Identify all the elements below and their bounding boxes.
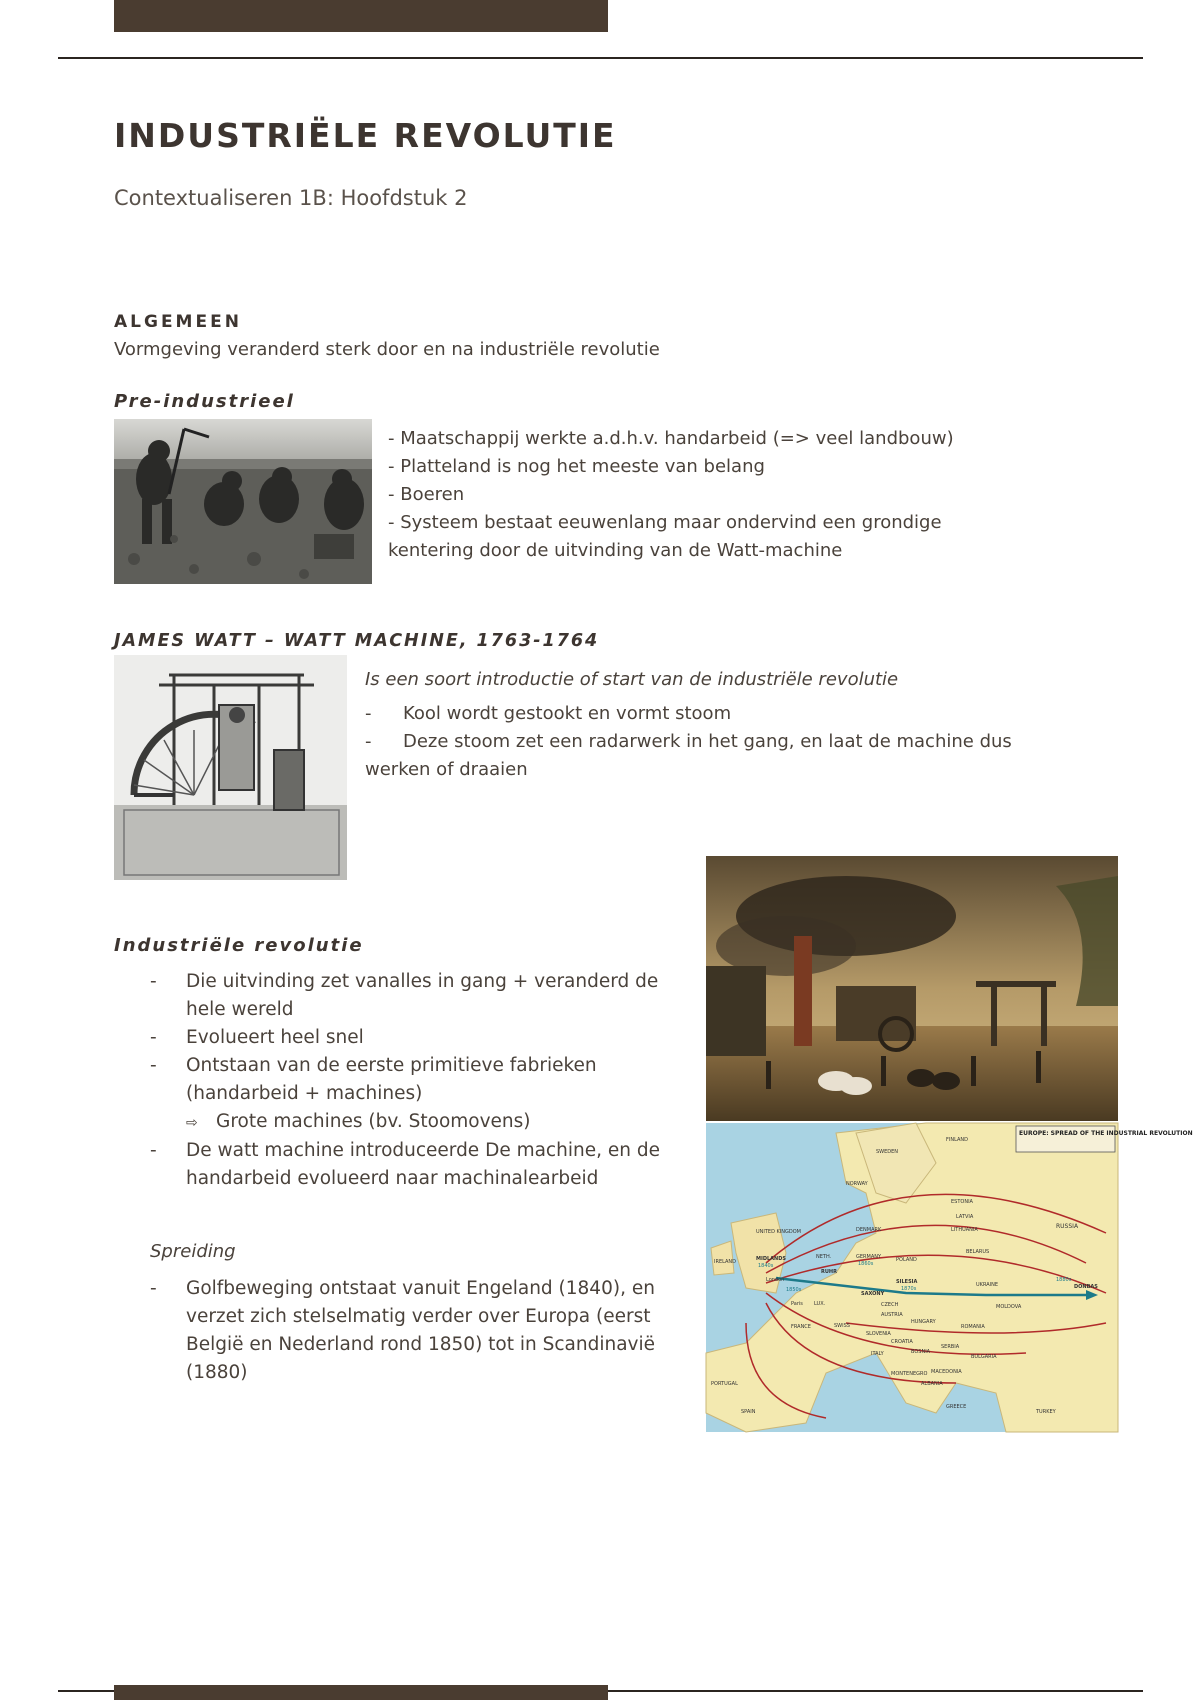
pre-line: kentering door de uitvinding van de Watt-machine [388, 540, 843, 561]
watt-item: - Deze stoom zet een radarwerk in het gang, en laat de machine dus [365, 731, 1012, 752]
watt-item: - Kool wordt gestookt en vormt stoom [365, 703, 732, 724]
page-title: INDUSTRIËLE REVOLUTIE [114, 116, 617, 155]
europe-spread-map [706, 1123, 1193, 1432]
map-label: MOLDOVA [996, 1304, 1022, 1310]
map-label: GERMANY [856, 1254, 882, 1260]
map-label: BOSNIA [911, 1349, 931, 1355]
map-label: MONTENEGRO [891, 1371, 928, 1377]
map-label: HUNGARY [911, 1319, 936, 1325]
map-label: FRANCE [791, 1324, 811, 1330]
list-item: - Die uitvinding zet vanalles in gang + veranderd de hele wereld [150, 968, 680, 1024]
list-item: - De watt machine introduceerde De machine, en de handarbeid evolueerd naar machinalearbeid [150, 1137, 680, 1193]
algemeen-text: Vormgeving veranderd sterk door en na industriële revolutie [114, 339, 660, 360]
map-label: ESTONIA [951, 1199, 973, 1205]
factory-painting [706, 856, 1118, 1121]
pre-line: - Maatschappij werkte a.d.h.v. handarbeid (=> veel landbouw) [388, 428, 954, 449]
farmers-photo [114, 419, 372, 584]
map-label: SAXONY [861, 1291, 885, 1297]
map-label: SERBIA [941, 1344, 960, 1350]
list-item: - Golfbeweging ontstaat vanuit Engeland (1840), en verzet zich stelselmatig verder over Europa (eerst België en Nederland rond 1850) tot in Scandinavië (1880) [150, 1275, 685, 1387]
map-label: Paris [791, 1301, 803, 1307]
map-label: 1880s [1056, 1277, 1072, 1283]
watt-machine-illustration [114, 655, 347, 880]
map-label: SPAIN [741, 1409, 756, 1415]
map-label: LATVIA [956, 1214, 974, 1220]
map-label: RUSSIA [1056, 1223, 1079, 1230]
map-label: London [766, 1277, 785, 1283]
watt-continuation: werken of draaien [365, 759, 528, 780]
algemeen-heading: ALGEMEEN [114, 312, 242, 332]
map-label: ALBANIA [921, 1381, 943, 1387]
map-label: AUSTRIA [881, 1312, 903, 1318]
map-label: NETH. [816, 1254, 832, 1260]
map-label: NORWAY [846, 1181, 868, 1187]
map-label: BULGARIA [971, 1354, 997, 1360]
spreiding-list [150, 1275, 685, 1387]
map-label: CROATIA [891, 1339, 913, 1345]
map-label: PORTUGAL [711, 1381, 738, 1387]
pre-industrieel-text [388, 425, 954, 565]
arrow-sub-item: ⇨ Grote machines (bv. Stoomovens) [150, 1108, 680, 1137]
map-label: 1850s [786, 1287, 802, 1293]
list-item: - Evolueert heel snel [150, 1024, 680, 1052]
map-title: EUROPE: SPREAD OF THE INDUSTRIAL REVOLUTION [1019, 1130, 1193, 1137]
page-subtitle: Contextualiseren 1B: Hoofdstuk 2 [114, 186, 468, 210]
industriele-revolutie-heading: Industriële revolutie [114, 935, 364, 956]
map-label: MACEDONIA [931, 1369, 962, 1375]
map-label: GREECE [946, 1404, 967, 1410]
map-label: CZECH [881, 1302, 899, 1308]
map-label: SILESIA [896, 1279, 918, 1285]
map-label: 1860s [858, 1261, 874, 1267]
map-label: DONBAS [1074, 1284, 1098, 1290]
map-label: BELARUS [966, 1249, 990, 1255]
footer-bar [114, 1685, 608, 1700]
map-label: LITHUANIA [951, 1227, 978, 1233]
pre-line: - Boeren [388, 484, 465, 505]
map-label: UKRAINE [976, 1282, 999, 1288]
map-label: POLAND [896, 1257, 917, 1263]
watt-intro: Is een soort introductie of start van de industriële revolutie [365, 669, 899, 690]
map-label: ITALY [871, 1351, 884, 1357]
map-label: TURKEY [1036, 1409, 1056, 1415]
arrow-icon: ⇨ [186, 1115, 198, 1131]
map-label: UNITED KINGDOM [756, 1229, 801, 1235]
industriele-revolutie-list [150, 968, 680, 1193]
header-bar [114, 0, 608, 32]
map-label: IRELAND [714, 1259, 737, 1265]
map-label: 1840s [758, 1263, 774, 1269]
header-rule [58, 57, 1143, 59]
pre-industrieel-heading: Pre-industrieel [114, 391, 295, 412]
map-label: SWEDEN [876, 1149, 899, 1155]
map-label: FINLAND [946, 1137, 969, 1143]
map-label: DENMARK [856, 1227, 882, 1233]
map-label: LUX. [814, 1301, 826, 1307]
pre-line: - Platteland is nog het meeste van belang [388, 456, 765, 477]
watt-list [365, 700, 1012, 784]
map-label: ROMANIA [961, 1324, 985, 1330]
pre-line: - Systeem bestaat eeuwenlang maar ondervind een grondige [388, 512, 942, 533]
map-label: SWISS [834, 1323, 850, 1329]
map-label: 1870s [901, 1286, 917, 1292]
spreiding-heading: Spreiding [150, 1241, 236, 1262]
map-label: MIDLANDS [756, 1256, 786, 1262]
watt-heading: JAMES WATT – WATT MACHINE, 1763-1764 [114, 631, 600, 651]
map-label: RUHR [821, 1269, 837, 1275]
map-label: SLOVENIA [866, 1331, 891, 1337]
list-item: - Ontstaan van de eerste primitieve fabrieken (handarbeid + machines) [150, 1052, 680, 1108]
